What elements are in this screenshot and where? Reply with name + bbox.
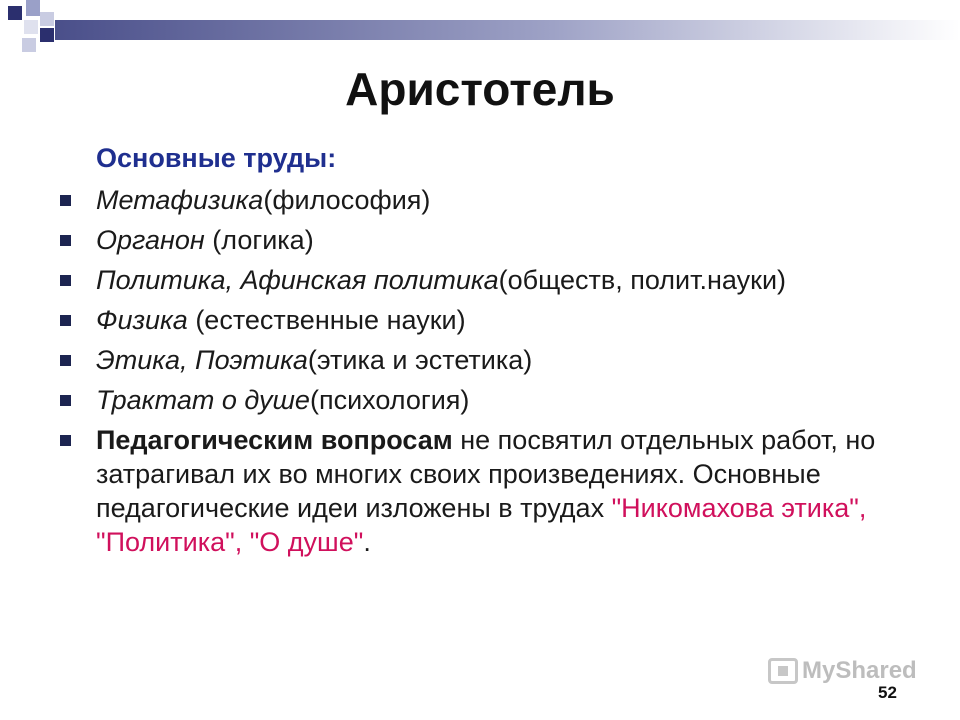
work-field: (философия) <box>263 185 431 215</box>
pedagogy-works-highlight: "Никомахова этика", "Политика", "О душе" <box>96 493 867 557</box>
list-item <box>60 223 900 257</box>
slide-title: Аристотель <box>345 63 615 115</box>
works-subtitle: Основные труды: <box>96 143 337 173</box>
list-item <box>60 343 900 377</box>
work-title: Органон <box>96 225 205 255</box>
square-bullet-icon <box>60 395 71 406</box>
work-title: Физика <box>96 305 188 335</box>
page-number: 52 <box>878 683 897 702</box>
square-bullet-icon <box>60 235 71 246</box>
work-field: (логика) <box>204 225 314 255</box>
square-bullet-icon <box>60 315 71 326</box>
pedagogy-lead: Педагогическим вопросам <box>96 425 453 455</box>
myshared-watermark <box>768 657 917 685</box>
work-field: (психология) <box>309 385 470 415</box>
square-bullet-icon <box>60 275 71 286</box>
work-title: Этика, Поэтика <box>96 345 308 375</box>
square-bullet-icon <box>60 435 71 446</box>
list-item <box>60 303 900 337</box>
square-bullet-icon <box>60 195 71 206</box>
watermark-text: MyShared <box>802 657 917 684</box>
work-field: (естественные науки) <box>187 305 466 335</box>
pedagogy-paragraph <box>60 423 900 559</box>
works-list <box>60 183 900 565</box>
myshared-logo-icon <box>768 658 798 684</box>
pedagogy-text: не посвятил отдельных работ, но затрагивал их во многих своих произведениях. Основные педагогические идеи изложены в трудах <box>96 425 876 523</box>
pedagogy-end: . <box>363 527 371 557</box>
header-decoration <box>0 0 960 60</box>
list-item <box>60 383 900 417</box>
square-bullet-icon <box>60 355 71 366</box>
work-title: Трактат о душе <box>96 385 310 415</box>
work-field: (этика и эстетика) <box>307 345 533 375</box>
work-field: (обществ, полит.науки) <box>498 265 787 295</box>
work-title: Политика, Афинская политика <box>96 265 499 295</box>
work-title: Метафизика <box>96 185 264 215</box>
list-item <box>60 263 900 297</box>
list-item <box>60 183 900 217</box>
